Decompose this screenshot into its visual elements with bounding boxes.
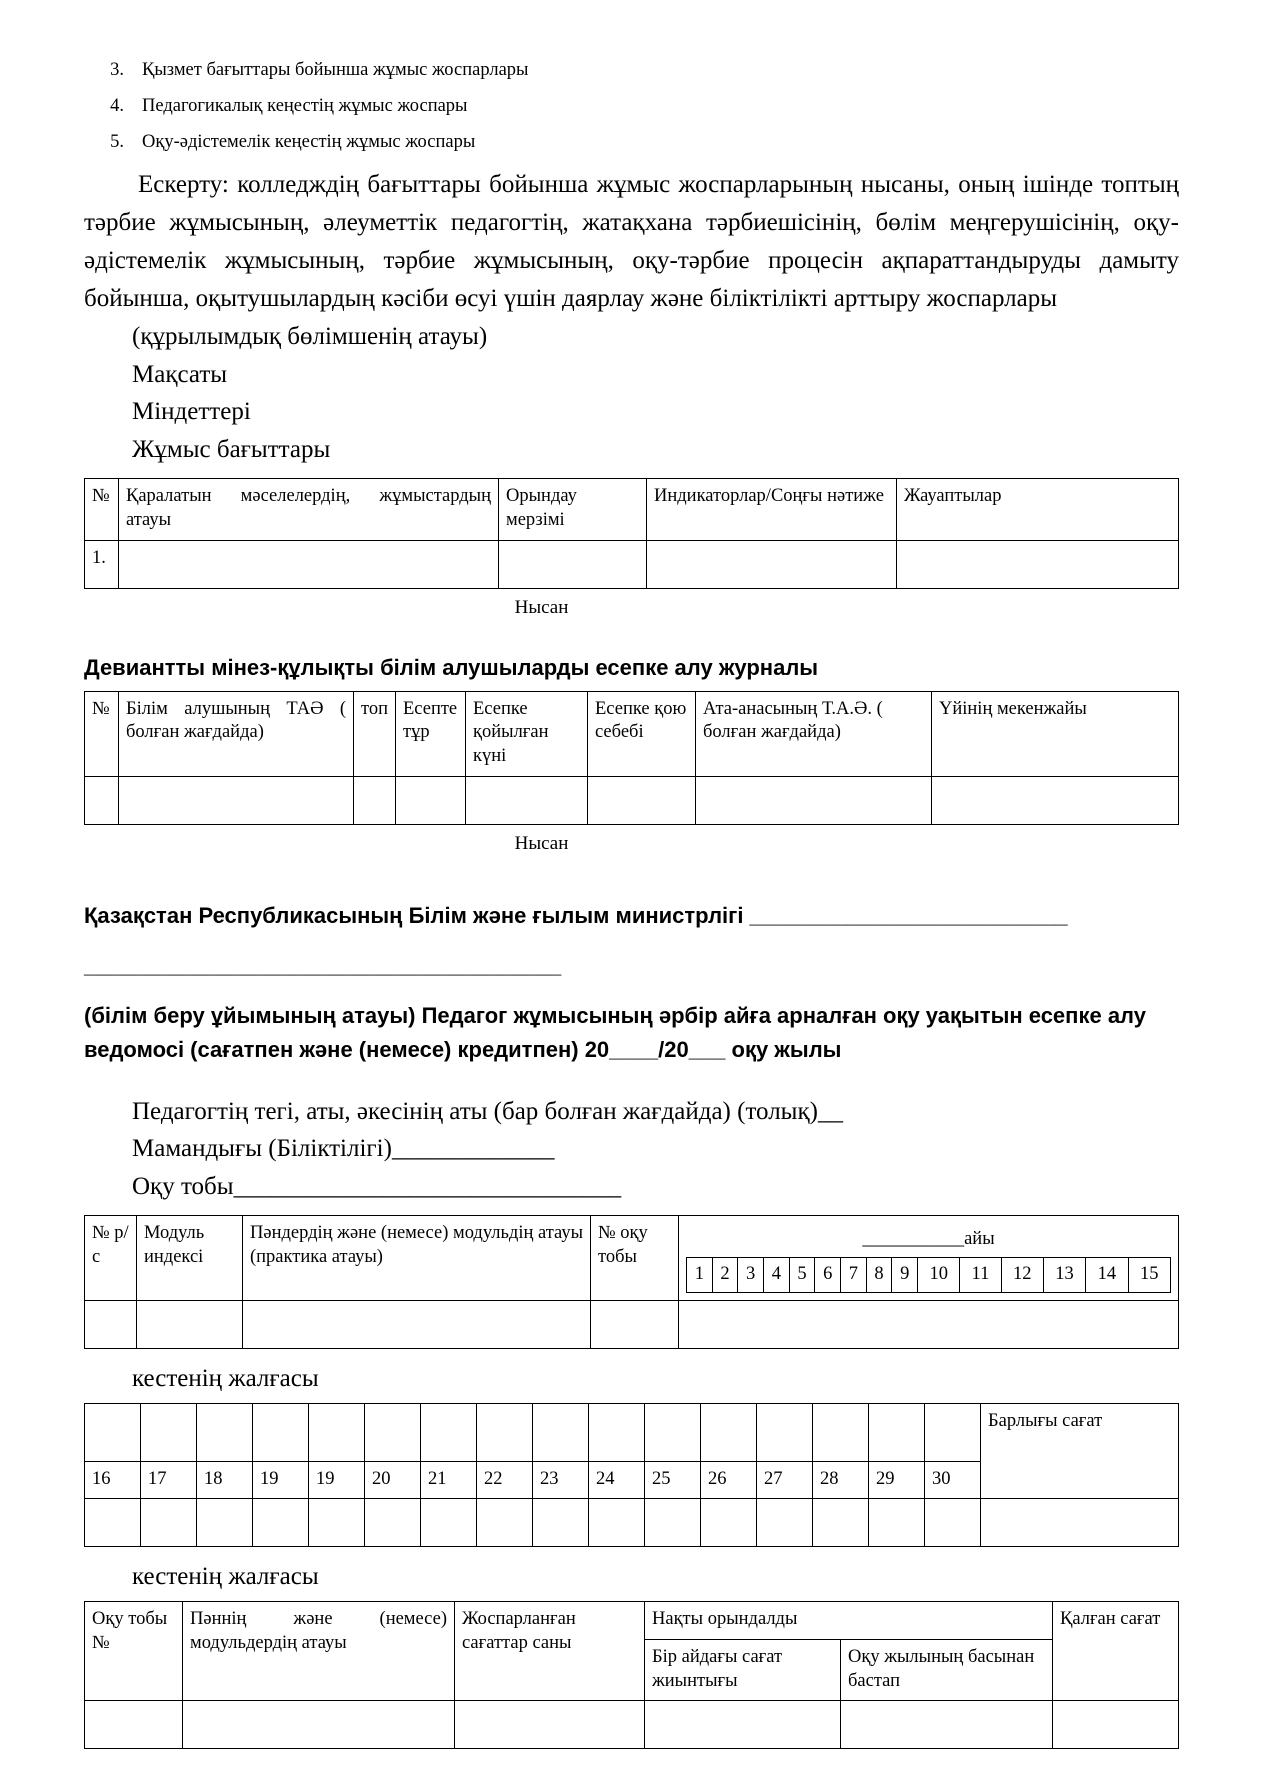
month-days-header (679, 1216, 1179, 1300)
cell-reason (588, 776, 696, 824)
day-cell: 27 (757, 1461, 813, 1499)
cell-since-year-start (841, 1701, 1053, 1749)
blank-cell (141, 1403, 197, 1461)
day-cell: 29 (869, 1461, 925, 1499)
monthly-hours-table-part2 (84, 1403, 1179, 1548)
table-row (85, 776, 1179, 824)
ministry-line-2: _______________________________________ (84, 952, 562, 978)
deviant-journal-title: Девиантты мінез-құлықты білім алушыларды есепке алу журналы (84, 654, 819, 680)
table-row (85, 1701, 1179, 1749)
day-cell: 6 (815, 1258, 841, 1293)
cell-remaining-hours (1053, 1701, 1179, 1749)
tasks-label: Міндеттері (132, 398, 251, 426)
blank-cell (309, 1403, 365, 1461)
cell-day (533, 1499, 589, 1547)
list-item (84, 124, 1179, 160)
cell-subject-name (243, 1300, 591, 1348)
cell-total-hours (981, 1499, 1179, 1547)
cell-day (309, 1499, 365, 1547)
col-header-responsible: Жауаптылар (897, 479, 1179, 540)
col-header-student-name: Білім алушының ТАӘ ( болған жағдайда) (119, 691, 354, 776)
cell-planned-hours (455, 1701, 645, 1749)
cell-day (197, 1499, 253, 1547)
cell-day (365, 1499, 421, 1547)
cell-parent-name (696, 776, 932, 824)
table-header-row (85, 691, 1179, 776)
col-header-deadline: Орындау мерзімі (499, 479, 647, 540)
col-header-indicators: Индикаторлар/Соңғы нәтиже (647, 479, 897, 540)
cell-number (85, 776, 119, 824)
teacher-fullname-line: Педагогтің тегі, аты, әкесінің аты (бар болған жағдайда) (толық)__ (132, 1097, 843, 1125)
day-cell: 10 (918, 1258, 960, 1293)
blank-cell (365, 1403, 421, 1461)
col-subheader-since-year-start: Оқу жылының басынан бастап (841, 1640, 1053, 1701)
structural-unit-name: (құрылымдық бөлімшенің атауы) (132, 323, 488, 351)
col-header-group-number: № оқу тобы (591, 1216, 679, 1300)
cell-day (869, 1499, 925, 1547)
day-cell: 13 (1043, 1258, 1085, 1293)
continuation-label-2: кестенің жалғасы (132, 1563, 319, 1591)
cell-day (85, 1499, 141, 1547)
cell-day (421, 1499, 477, 1547)
blank-cell (813, 1403, 869, 1461)
form-caption: Нысан (514, 832, 569, 854)
month-label: ___________айы (862, 1229, 995, 1250)
teacher-group-line: Оқу тобы_______________________________ (132, 1172, 622, 1200)
cell-group (354, 776, 396, 824)
table-header-row (85, 479, 1179, 540)
day-cell: 2 (712, 1258, 738, 1293)
cell-issue-name (119, 540, 499, 588)
blank-cell (253, 1403, 309, 1461)
col-header-home-address: Үйінің мекенжайы (932, 691, 1179, 776)
col-header-reason: Есепке қою себебі (588, 691, 696, 776)
list-item (84, 88, 1179, 124)
cell-day (477, 1499, 533, 1547)
day-cell: 28 (813, 1461, 869, 1499)
day-cell: 3 (738, 1258, 764, 1293)
day-cell: 12 (1001, 1258, 1043, 1293)
cell-day (757, 1499, 813, 1547)
col-header-group: топ (354, 691, 396, 776)
form-caption: Нысан (514, 596, 569, 618)
day-cell: 18 (197, 1461, 253, 1499)
col-subheader-month-total: Бір айдағы сағат жиынтығы (645, 1640, 841, 1701)
day-cell: 21 (421, 1461, 477, 1499)
col-header-group-number: Оқу тобы № (85, 1602, 183, 1701)
blank-cell (869, 1403, 925, 1461)
cell-home-address (932, 776, 1179, 824)
list-item-number: 5. (110, 132, 124, 153)
deviant-journal-table (84, 691, 1179, 825)
col-header-module-index: Модуль индексі (137, 1216, 243, 1300)
cell-day (701, 1499, 757, 1547)
day-cell: 25 (645, 1461, 701, 1499)
cell-student-name (119, 776, 354, 824)
day-cell: 19 (253, 1461, 309, 1499)
blank-cell (197, 1403, 253, 1461)
ministry-line-3: (білім беру ұйымының атауы) Педагог жұмысының әрбір айға арналған оқу уақытын есепке алу ведомосі (сағатпен және (немесе) кредитпен) 20____/20___ оқу жылы (84, 1002, 1146, 1062)
col-header-remaining-hours: Қалған сағат (1053, 1602, 1179, 1701)
table-header-row (85, 1602, 1179, 1640)
day-cell: 26 (701, 1461, 757, 1499)
list-item-number: 4. (110, 96, 124, 117)
col-header-number: № (85, 691, 119, 776)
col-header-parent-name: Ата-анасының Т.А.Ә. ( болған жағдайда) (696, 691, 932, 776)
cell-registered (396, 776, 466, 824)
blank-cell (533, 1403, 589, 1461)
day-cell: 15 (1128, 1258, 1170, 1293)
table-row-blank (85, 1403, 1179, 1461)
table-header-row (85, 1216, 1179, 1300)
col-header-issue-name: Қаралатын мәселелердің, жұмыстардың атауы (119, 479, 499, 540)
teacher-speciality-line: Мамандығы (Біліктілігі)_____________ (132, 1135, 555, 1163)
cell-indicators (647, 540, 897, 588)
col-header-actually-done: Нақты орындалды (645, 1602, 1053, 1640)
cell-group-number (85, 1701, 183, 1749)
day-cell: 19 (309, 1461, 365, 1499)
day-cell: 4 (764, 1258, 790, 1293)
table-row (85, 1499, 1179, 1547)
day-cell: 30 (925, 1461, 981, 1499)
numbered-list (84, 52, 1179, 160)
total-hours-header: Барлығы сағат (981, 1403, 1179, 1499)
table-row (85, 1300, 1179, 1348)
col-header-planned-hours: Жоспарланған сағаттар саны (455, 1602, 645, 1701)
blank-cell (925, 1403, 981, 1461)
blank-cell (589, 1403, 645, 1461)
blank-cell (85, 1403, 141, 1461)
blank-cell (477, 1403, 533, 1461)
day-cell: 24 (589, 1461, 645, 1499)
cell-module-index (137, 1300, 243, 1348)
cell-row-number (85, 1300, 137, 1348)
cell-day (813, 1499, 869, 1547)
table-row (85, 540, 1179, 588)
day-cell: 7 (841, 1258, 867, 1293)
cell-month-total (645, 1701, 841, 1749)
col-header-registration-date: Есепке қойылған күні (466, 691, 588, 776)
continuation-label-1: кестенің жалғасы (132, 1364, 319, 1392)
day-cell: 16 (85, 1461, 141, 1499)
list-item-text: Оқу-әдістемелік кеңестің жұмыс жоспары (142, 132, 476, 153)
day-cell: 23 (533, 1461, 589, 1499)
note-paragraph: Ескерту: колледждің бағыттары бойынша жұмыс жоспарларының нысаны, оның ішінде топтың тәрбие жұмысының, әлеуметтік педагогтің, жатақхана тәрбиешісінің, бөлім меңгерушісінің, оқу-әдістемелік жұмысының, тәрбие жұмысының, оқу-тәрбие процесін ақпараттандыруды дамыту бойынша, оқытушылардың кәсіби өсуі үшін даярлау және біліктілікті арттыру жоспарлары (84, 171, 1179, 313)
col-header-subject-name: Пәндердің және (немесе) модульдің атауы (практика атауы) (243, 1216, 591, 1300)
cell-day (925, 1499, 981, 1547)
col-header-number: № (85, 479, 119, 540)
day-cell: 1 (687, 1258, 713, 1293)
cell-days (679, 1300, 1179, 1348)
day-cell: 8 (866, 1258, 892, 1293)
ministry-line-1: Қазақстан Республикасының Білім және ғылым министрлігі __________________________ (84, 902, 1068, 928)
blank-cell (701, 1403, 757, 1461)
monthly-hours-table-part1 (84, 1215, 1179, 1348)
day-cell: 5 (789, 1258, 815, 1293)
day-cell: 17 (141, 1461, 197, 1499)
cell-day (589, 1499, 645, 1547)
cell-deadline (499, 540, 647, 588)
day-cell: 22 (477, 1461, 533, 1499)
day-cell: 11 (960, 1258, 1001, 1293)
list-item-text: Қызмет бағыттары бойынша жұмыс жоспарлары (142, 60, 529, 80)
col-header-subject-name: Пәннің және (немесе) модульдердің атауы (183, 1602, 455, 1701)
goal-label: Мақсаты (132, 360, 228, 388)
cell-number: 1. (85, 540, 119, 588)
cell-responsible (897, 540, 1179, 588)
day-cell: 14 (1086, 1258, 1128, 1293)
cell-group-number (591, 1300, 679, 1348)
day-number-row (687, 1258, 1171, 1293)
work-directions-label: Жұмыс бағыттары (132, 435, 331, 463)
cell-day (141, 1499, 197, 1547)
blank-cell (421, 1403, 477, 1461)
blank-cell (645, 1403, 701, 1461)
col-header-registered: Есепте тұр (396, 691, 466, 776)
cell-day (253, 1499, 309, 1547)
col-header-row-number: № р/с (85, 1216, 137, 1300)
list-item (84, 52, 1179, 88)
cell-subject-name (183, 1701, 455, 1749)
blank-cell (757, 1403, 813, 1461)
day-cell: 20 (365, 1461, 421, 1499)
list-item-number: 3. (110, 60, 124, 80)
summary-hours-table (84, 1601, 1179, 1749)
day-cell: 9 (892, 1258, 918, 1293)
work-plan-table (84, 478, 1179, 588)
cell-registration-date (466, 776, 588, 824)
cell-day (645, 1499, 701, 1547)
list-item-text: Педагогикалық кеңестің жұмыс жоспары (142, 96, 468, 117)
